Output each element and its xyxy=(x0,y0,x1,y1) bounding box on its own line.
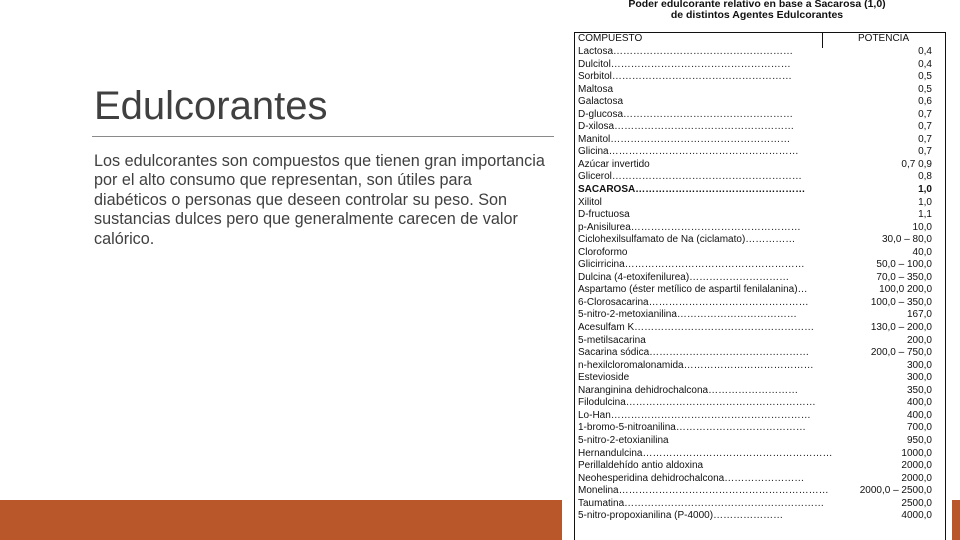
compound-name: Dulcina (4-etoxifenilurea)………………………… xyxy=(578,271,790,283)
potency-value: 2000,0 xyxy=(901,472,932,484)
table-row xyxy=(578,498,944,511)
table-row xyxy=(578,259,944,272)
potency-value: 0,7 xyxy=(918,133,932,145)
table-row xyxy=(578,222,944,235)
potency-value: 2000,0 – 2500,0 xyxy=(859,485,932,497)
compound-name: p-Anisilurea…………………………………………… xyxy=(578,221,801,233)
compound-name: 5-nitro-2-metoxianilina……………………………… xyxy=(578,309,797,321)
table-row xyxy=(578,59,944,72)
compound-name: 5-nitro-2-etoxianilina xyxy=(578,434,669,446)
potency-value: 0,5 xyxy=(918,83,932,95)
compound-name: 1-bromo-5-nitroanilina………………………………… xyxy=(578,422,806,434)
potency-value: 2000,0 xyxy=(901,460,932,472)
potency-value: 100,0 200,0 xyxy=(879,284,932,296)
compound-name: Glicerol………………………………………………… xyxy=(578,171,802,183)
potency-value: 0,4 xyxy=(918,58,932,70)
compound-name: 5-nitro-propoxianilina (P-4000)………………… xyxy=(578,510,784,522)
potency-value: 950,0 xyxy=(906,434,932,446)
compound-name: 6-Clorosacarina………………………………………… xyxy=(578,296,809,308)
table-row xyxy=(578,297,944,310)
table-heading-line-1: Poder edulcorante relativo en base a Sacarosa (1,0) xyxy=(628,0,886,10)
title-divider xyxy=(92,136,554,137)
table-row xyxy=(578,309,944,322)
potency-value: 300,0 xyxy=(906,372,932,384)
table-row xyxy=(578,397,944,410)
compound-name: Cloroformo xyxy=(578,246,628,258)
compound-name: Hernandulcina………………………………………………… xyxy=(578,447,833,459)
table-row xyxy=(578,171,944,184)
compound-name: Xilitol xyxy=(578,196,602,208)
potency-value: 200,0 – 750,0 xyxy=(870,347,932,359)
slide-title: Edulcorantes xyxy=(94,84,328,128)
compound-name: D-fructuosa xyxy=(578,209,630,221)
table-row xyxy=(578,146,944,159)
table-row xyxy=(578,372,944,385)
table-rows xyxy=(578,46,944,523)
column-header-potency: POTENCIA xyxy=(858,33,910,44)
compound-name: D-xilosa……………………………………………… xyxy=(578,121,795,133)
potency-value: 400,0 xyxy=(906,397,932,409)
potency-value: 1,0 xyxy=(918,184,932,196)
table-row xyxy=(578,71,944,84)
table-row xyxy=(578,360,944,373)
compound-name: Neohesperidina dehidrochalcona…………………… xyxy=(578,472,805,484)
compound-name: Estevioside xyxy=(578,372,630,384)
compound-name: Lactosa……………………………………………… xyxy=(578,46,794,57)
compound-name: Manitol……………………………………………… xyxy=(578,133,791,145)
potency-value: 70,0 – 350,0 xyxy=(876,271,932,283)
table-row xyxy=(578,247,944,260)
slide-body-text: Los edulcorantes son compuestos que tienen gran importancia por el alto consumo que representan, son útiles para diabéticos o personas que deseen controlar su peso. Son sustancias dulces pero que generalmente carecen de valor calórico. xyxy=(94,152,545,248)
table-row xyxy=(578,284,944,297)
compound-name: Glicirricina……………………………………………… xyxy=(578,259,805,271)
table-row xyxy=(578,46,944,59)
potency-value: 0,4 xyxy=(918,46,932,57)
table-row xyxy=(578,121,944,134)
potency-value: 0,7 0,9 xyxy=(901,158,932,170)
potency-value: 0,5 xyxy=(918,71,932,83)
table-row xyxy=(578,184,944,197)
potency-value: 130,0 – 200,0 xyxy=(870,322,932,334)
potency-value: 30,0 – 80,0 xyxy=(881,234,932,246)
compound-name: n-hexilcloromalonamida………………………………… xyxy=(578,359,814,371)
compound-name: Monelina……………………………………………………… xyxy=(578,485,829,497)
compound-name: D-glucosa…………………………………………… xyxy=(578,108,794,120)
table-row xyxy=(578,510,944,523)
table-border-right xyxy=(945,32,946,540)
potency-value: 200,0 xyxy=(906,334,932,346)
potency-value: 2500,0 xyxy=(901,497,932,509)
table-row xyxy=(578,197,944,210)
sweetener-table-image xyxy=(562,0,952,540)
compound-name: Dulcitol……………………………………………… xyxy=(578,58,791,70)
compound-name: 5-metilsacarina xyxy=(578,334,646,346)
compound-name: Galactosa xyxy=(578,96,624,108)
table-row xyxy=(578,385,944,398)
potency-value: 1,0 xyxy=(918,196,932,208)
table-row xyxy=(578,159,944,172)
column-header-compound: COMPUESTO xyxy=(578,33,643,44)
potency-value: 40,0 xyxy=(912,246,932,258)
table-row xyxy=(578,209,944,222)
compound-name: Glicina………………………………………………… xyxy=(578,146,799,158)
table-row xyxy=(578,347,944,360)
table-row xyxy=(578,84,944,97)
compound-name: Lo-Han…………………………………………………… xyxy=(578,409,811,421)
table-row xyxy=(578,448,944,461)
table-row xyxy=(578,109,944,122)
table-row xyxy=(578,234,944,247)
table-row xyxy=(578,422,944,435)
table-row xyxy=(578,410,944,423)
potency-value: 400,0 xyxy=(906,409,932,421)
potency-value: 4000,0 xyxy=(901,510,932,522)
potency-value: 1000,0 xyxy=(901,447,932,459)
table-row xyxy=(578,435,944,448)
potency-value: 100,0 – 350,0 xyxy=(870,296,932,308)
potency-value: 700,0 xyxy=(906,422,932,434)
potency-value: 167,0 xyxy=(906,309,932,321)
table-row xyxy=(578,485,944,498)
potency-value: 0,7 xyxy=(918,108,932,120)
table-row xyxy=(578,322,944,335)
table-row xyxy=(578,460,944,473)
compound-name: Sacarina sódica………………………………………… xyxy=(578,347,810,359)
table-heading-line-2: de distintos Agentes Edulcorantes xyxy=(670,9,844,21)
potency-value: 350,0 xyxy=(906,384,932,396)
compound-name: Azúcar invertido xyxy=(578,158,650,170)
compound-name: Acesulfam K……………………………………………… xyxy=(578,322,815,334)
table-border-left xyxy=(574,32,575,540)
compound-name: Perillaldehído antio aldoxina xyxy=(578,460,704,472)
potency-value: 10,0 xyxy=(912,221,932,233)
potency-value: 0,8 xyxy=(918,171,932,183)
potency-value: 1,1 xyxy=(918,209,932,221)
potency-value: 0,7 xyxy=(918,146,932,158)
potency-value: 50,0 – 100,0 xyxy=(876,259,932,271)
potency-value: 300,0 xyxy=(906,359,932,371)
compound-name: SACAROSA…………………………………………… xyxy=(578,184,806,196)
compound-name: Aspartamo (éster metílico de aspartil fenilalanina)… xyxy=(578,284,808,296)
compound-name: Sorbitol……………………………………………… xyxy=(578,71,792,83)
potency-value: 0,7 xyxy=(918,121,932,133)
compound-name: Ciclohexilsulfamato de Na (ciclamato)…………… xyxy=(578,234,796,246)
compound-name: Taumatina…………………………………………………… xyxy=(578,497,825,509)
table-row xyxy=(578,272,944,285)
table-row xyxy=(578,473,944,486)
table-row xyxy=(578,96,944,109)
compound-name: Filodulcina………………………………………………… xyxy=(578,397,816,409)
compound-name: Maltosa xyxy=(578,83,614,95)
compound-name: Naranginina dehidrochalcona……………………… xyxy=(578,384,799,396)
potency-value: 0,6 xyxy=(918,96,932,108)
table-row xyxy=(578,335,944,348)
table-row xyxy=(578,134,944,147)
